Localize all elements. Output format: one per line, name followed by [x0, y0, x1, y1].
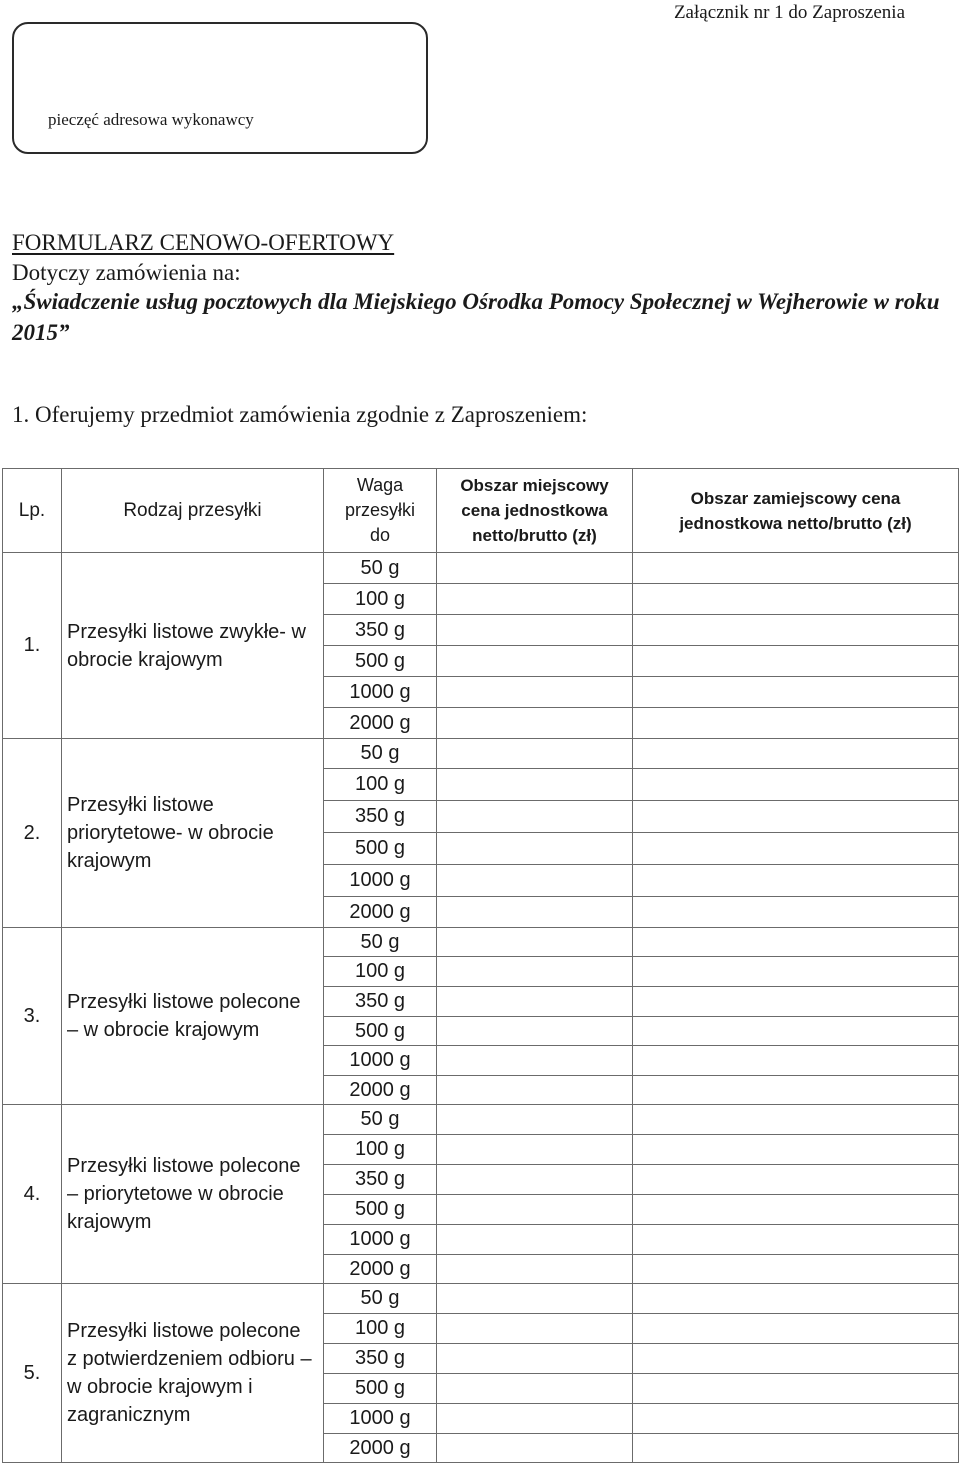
shipment-type: Przesyłki listowe polecone – priorytetowe w obrocie krajowym [62, 1105, 324, 1284]
row-number: 1. [3, 553, 62, 739]
nonlocal-price-cell[interactable] [633, 1314, 959, 1344]
local-price-cell[interactable] [437, 1195, 633, 1225]
local-price-cell[interactable] [437, 865, 633, 897]
nonlocal-price-cell[interactable] [633, 1076, 959, 1105]
weight-cell: 500 g [324, 1017, 437, 1046]
form-title: FORMULARZ CENOWO-OFERTOWY [12, 230, 395, 255]
local-price-cell[interactable] [437, 739, 633, 769]
nonlocal-price-cell[interactable] [633, 1135, 959, 1165]
nonlocal-price-cell[interactable] [633, 769, 959, 801]
nonlocal-price-cell[interactable] [633, 1374, 959, 1404]
header-row [3, 469, 959, 553]
local-price-cell[interactable] [437, 553, 633, 584]
offer-statement: 1. Oferujemy przedmiot zamówienia zgodnie z Zaproszeniem: [12, 402, 588, 427]
header-type: Rodzaj przesyłki [62, 469, 324, 553]
local-price-cell[interactable] [437, 584, 633, 615]
header-local-text: Obszar miejscowy cena jednostkowa netto/brutto (zł) [460, 476, 609, 545]
nonlocal-price-cell[interactable] [633, 708, 959, 739]
nonlocal-price-cell[interactable] [633, 1344, 959, 1374]
table-row [3, 928, 959, 957]
weight-cell: 100 g [324, 1314, 437, 1344]
nonlocal-price-cell[interactable] [633, 739, 959, 769]
nonlocal-price-cell[interactable] [633, 677, 959, 708]
local-price-cell[interactable] [437, 1344, 633, 1374]
weight-cell: 50 g [324, 553, 437, 584]
nonlocal-price-cell[interactable] [633, 1105, 959, 1135]
shipment-type: Przesyłki listowe polecone – w obrocie krajowym [62, 928, 324, 1105]
local-price-cell[interactable] [437, 646, 633, 677]
weight-cell: 50 g [324, 1105, 437, 1135]
nonlocal-price-cell[interactable] [633, 1255, 959, 1284]
nonlocal-price-cell[interactable] [633, 928, 959, 957]
local-price-cell[interactable] [437, 1434, 633, 1463]
nonlocal-price-cell[interactable] [633, 833, 959, 865]
local-price-cell[interactable] [437, 1076, 633, 1105]
header-lp: Lp. [3, 469, 62, 553]
weight-cell: 50 g [324, 1284, 437, 1314]
row-number: 2. [3, 739, 62, 928]
nonlocal-price-cell[interactable] [633, 615, 959, 646]
weight-cell: 2000 g [324, 1076, 437, 1105]
weight-cell: 100 g [324, 1135, 437, 1165]
local-price-cell[interactable] [437, 769, 633, 801]
local-price-cell[interactable] [437, 987, 633, 1017]
table-row [3, 1105, 959, 1135]
weight-cell: 500 g [324, 1374, 437, 1404]
nonlocal-price-cell[interactable] [633, 1017, 959, 1046]
nonlocal-price-cell[interactable] [633, 1404, 959, 1434]
weight-cell: 500 g [324, 833, 437, 865]
company-stamp-box [12, 22, 428, 154]
local-price-cell[interactable] [437, 1284, 633, 1314]
weight-cell: 2000 g [324, 1434, 437, 1463]
order-subject: „Świadczenie usług pocztowych dla Miejskiego Ośrodka Pomocy Społecznej w Wejherowie w roku 2015” [12, 289, 940, 345]
local-price-cell[interactable] [437, 1404, 633, 1434]
nonlocal-price-cell[interactable] [633, 801, 959, 833]
annex-label: Załącznik nr 1 do Zaproszenia [673, 2, 905, 23]
header-local-price [437, 469, 633, 553]
weight-cell: 350 g [324, 615, 437, 646]
weight-cell: 2000 g [324, 1255, 437, 1284]
local-price-cell[interactable] [437, 957, 633, 987]
local-price-cell[interactable] [437, 677, 633, 708]
local-price-cell[interactable] [437, 1225, 633, 1255]
weight-cell: 350 g [324, 801, 437, 833]
price-table [2, 468, 959, 1463]
local-price-cell[interactable] [437, 1046, 633, 1076]
weight-cell: 500 g [324, 646, 437, 677]
weight-cell: 50 g [324, 739, 437, 769]
header-weight [324, 469, 437, 553]
nonlocal-price-cell[interactable] [633, 957, 959, 987]
weight-cell: 1000 g [324, 1225, 437, 1255]
table-row [3, 1284, 959, 1314]
row-number: 3. [3, 928, 62, 1105]
weight-cell: 1000 g [324, 1046, 437, 1076]
shipment-type: Przesyłki listowe polecone z potwierdzeniem odbioru – w obrocie krajowym i zagranicznym [62, 1284, 324, 1463]
local-price-cell[interactable] [437, 1017, 633, 1046]
header-nonlocal-price [633, 469, 959, 553]
local-price-cell[interactable] [437, 1374, 633, 1404]
weight-cell: 350 g [324, 987, 437, 1017]
weight-cell: 350 g [324, 1165, 437, 1195]
shipment-type: Przesyłki listowe zwykłe- w obrocie krajowym [62, 553, 324, 739]
local-price-cell[interactable] [437, 1255, 633, 1284]
local-price-cell[interactable] [437, 1165, 633, 1195]
nonlocal-price-cell[interactable] [633, 897, 959, 928]
local-price-cell[interactable] [437, 708, 633, 739]
weight-cell: 100 g [324, 584, 437, 615]
weight-cell: 1000 g [324, 1404, 437, 1434]
weight-cell: 500 g [324, 1195, 437, 1225]
nonlocal-price-cell[interactable] [633, 1225, 959, 1255]
nonlocal-price-cell[interactable] [633, 1165, 959, 1195]
header-nonlocal-text: Obszar zamiejscowy cena jednostkowa netto/brutto (zł) [679, 488, 912, 533]
row-number: 5. [3, 1284, 62, 1463]
row-number: 4. [3, 1105, 62, 1284]
nonlocal-price-cell[interactable] [633, 865, 959, 897]
price-table-body [3, 553, 959, 1463]
header-weight-text: Waga przesyłki do [344, 475, 415, 545]
nonlocal-price-cell[interactable] [633, 1046, 959, 1076]
weight-cell: 50 g [324, 928, 437, 957]
table-row [3, 553, 959, 584]
local-price-cell[interactable] [437, 1314, 633, 1344]
weight-cell: 350 g [324, 1344, 437, 1374]
local-price-cell[interactable] [437, 615, 633, 646]
nonlocal-price-cell[interactable] [633, 1284, 959, 1314]
concerns-line: Dotyczy zamówienia na: [12, 260, 241, 285]
nonlocal-price-cell[interactable] [633, 1195, 959, 1225]
stamp-label: pieczęć adresowa wykonawcy [48, 110, 254, 129]
weight-cell: 2000 g [324, 708, 437, 739]
local-price-cell[interactable] [437, 897, 633, 928]
table-row [3, 739, 959, 769]
nonlocal-price-cell[interactable] [633, 553, 959, 584]
weight-cell: 2000 g [324, 897, 437, 928]
local-price-cell[interactable] [437, 1135, 633, 1165]
weight-cell: 1000 g [324, 677, 437, 708]
nonlocal-price-cell[interactable] [633, 987, 959, 1017]
weight-cell: 100 g [324, 769, 437, 801]
shipment-type: Przesyłki listowe priorytetowe- w obrocie krajowym [62, 739, 324, 928]
nonlocal-price-cell[interactable] [633, 1434, 959, 1463]
local-price-cell[interactable] [437, 1105, 633, 1135]
nonlocal-price-cell[interactable] [633, 646, 959, 677]
local-price-cell[interactable] [437, 833, 633, 865]
local-price-cell[interactable] [437, 801, 633, 833]
nonlocal-price-cell[interactable] [633, 584, 959, 615]
local-price-cell[interactable] [437, 928, 633, 957]
weight-cell: 1000 g [324, 865, 437, 897]
weight-cell: 100 g [324, 957, 437, 987]
